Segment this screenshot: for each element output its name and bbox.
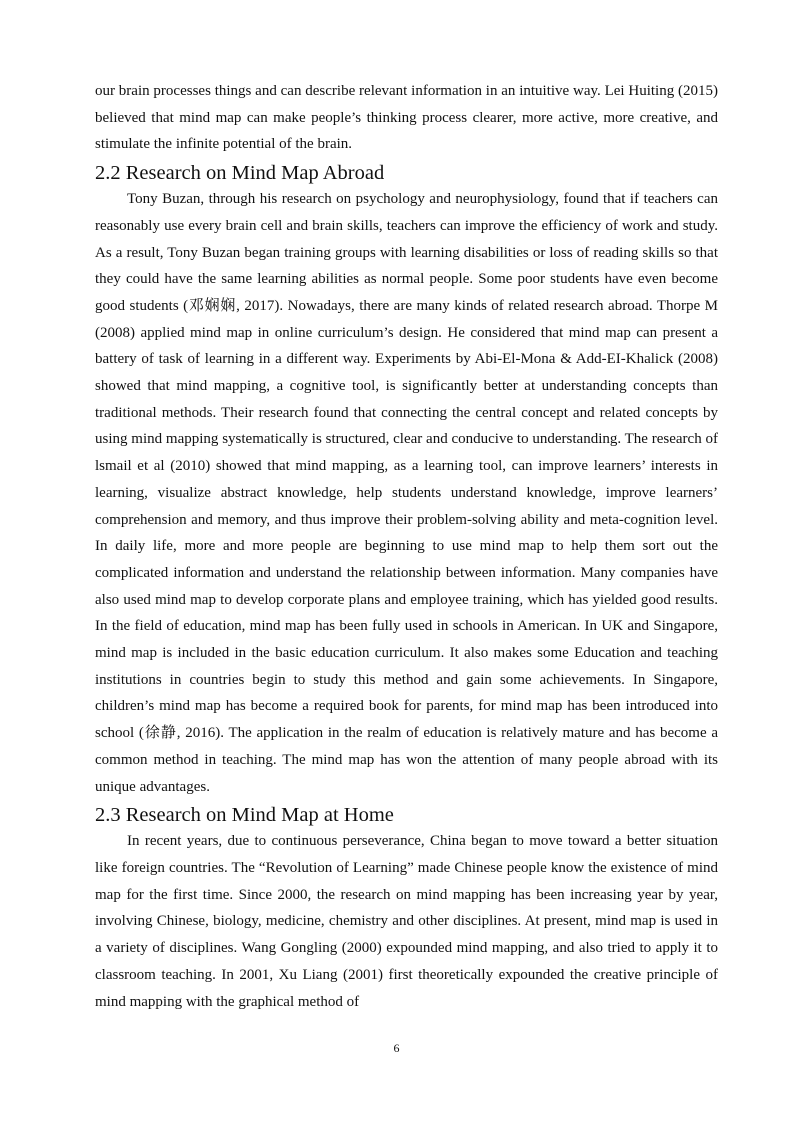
- section-heading-abroad: 2.2 Research on Mind Map Abroad: [95, 162, 385, 185]
- paragraph-research-home: In recent years, due to continuous perseverance, China began to move toward a better situation like foreign countries. The “Revolution of Learning” made Chinese people know the existence of mind map for the first time. Since 2000, the research on mind mapping has been increasing year by year, involving Chinese, biology, medicine, chemistry and other disciplines. At present, mind map is used in a variety of disciplines. Wang Gongling (2000) expounded mind mapping, and also tried to apply it to classroom teaching. In 2001, Xu Liang (2001) first theoretically expounded the creative principle of mind mapping with the graphical method of: [95, 833, 718, 1010]
- section-heading-home: 2.3 Research on Mind Map at Home: [95, 804, 394, 827]
- paragraph-brain-intro: our brain processes things and can describe relevant information in an intuitive way. Lei Huiting (2015) believed that mind map can make people’s thinking process clearer, more active, more creative, and stimulate the infinite potential of the brain.: [95, 83, 718, 153]
- page-body: [95, 78, 718, 1015]
- page-number: 6: [393, 1041, 400, 1055]
- paragraph-research-abroad: Tony Buzan, through his research on psychology and neurophysiology, found that if teachers can reasonably use every brain cell and brain skills, teachers can improve the efficiency of work and study. As a result, Tony Buzan began training groups with learning disabilities or loss of reading skills so that they could have the same learning abilities as normal people. Some poor students have even become good students (邓娴娴, 2017). Nowadays, there are many kinds of related research abroad. Thorpe M (2008) applied mind map in online curriculum’s design. He considered that mind map can present a battery of task of learning in a different way. Experiments by Abi-El-Mona & Add-EI-Khalick (2008) showed that mind mapping, a cognitive tool, is significantly better at understanding concepts than traditional methods. Their research found that connecting the central concept and related concepts by using mind mapping systematically is structured, clear and conducive to understanding. The research of lsmail et al (2010) showed that mind mapping, as a learning tool, can improve learners’ interests in learning, visualize abstract knowledge, help students understand knowledge, improve learners’ comprehension and memory, and thus improve their problem-solving ability and meta-cognition level. In daily life, more and more people are beginning to use mind map to help them sort out the complicated information and understand the relationship between information. Many companies have also used mind map to develop corporate plans and employee training, which has yielded good results. In the field of education, mind map has been fully used in schools in American. In UK and Singapore, mind map is included in the basic education curriculum. It also makes some Education and teaching institutions in countries begin to study this method and gain some achievements. In Singapore, children’s mind map has become a required book for parents, for mind map has been introduced into school (徐静, 2016). The application in the realm of education is relatively mature and has become a common method in teaching. The mind map has won the attention of many people abroad with its unique advantages.: [95, 191, 718, 795]
